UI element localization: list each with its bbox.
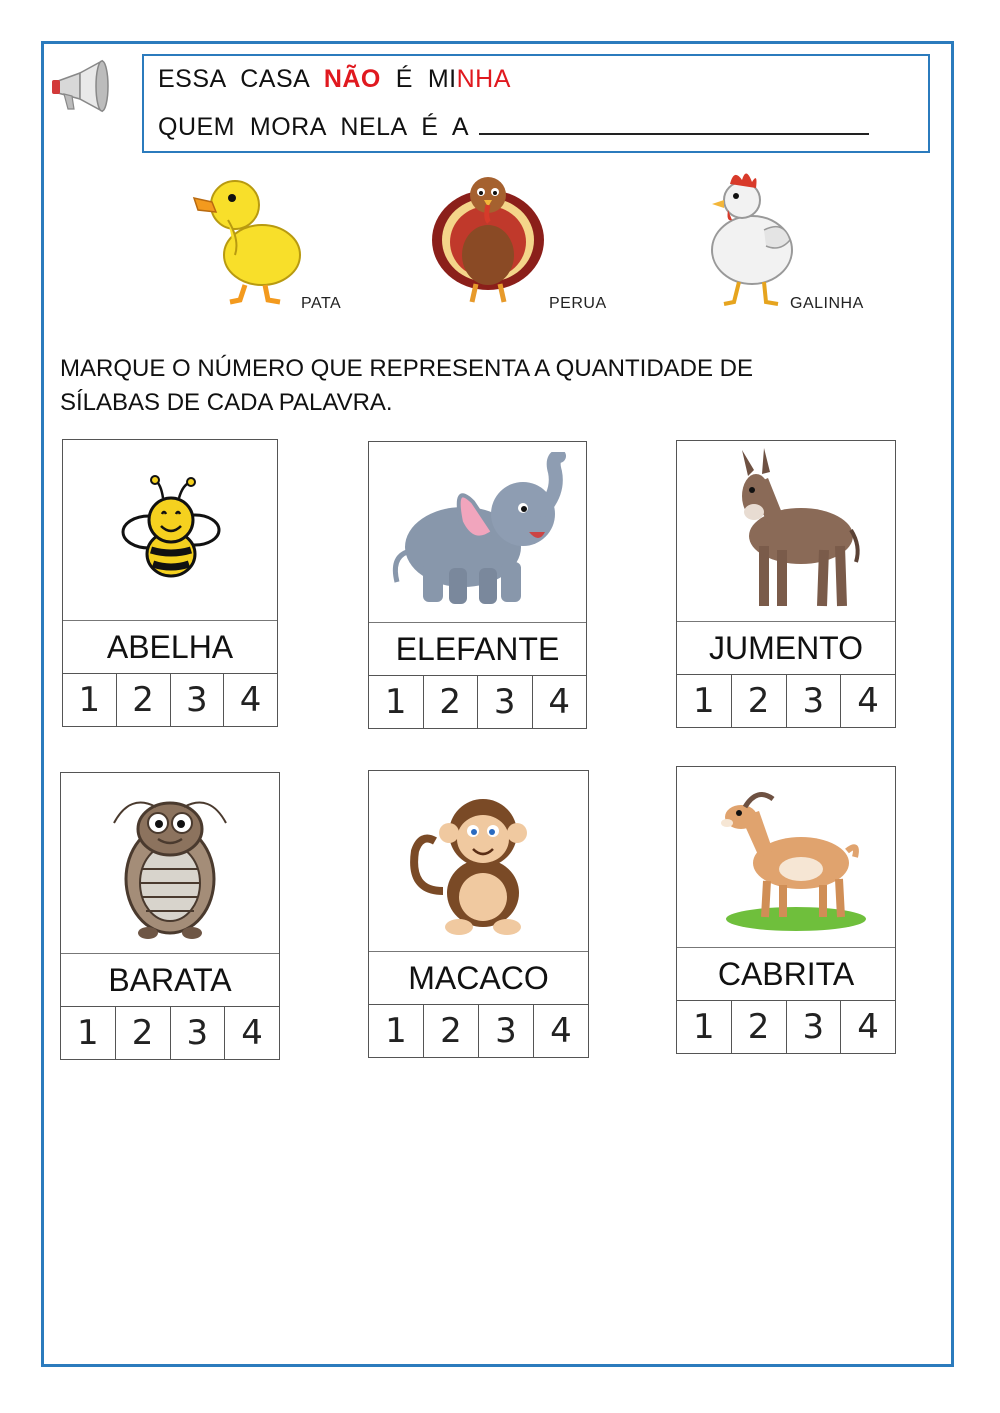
header-box — [142, 54, 930, 153]
hen-icon — [684, 160, 804, 310]
option-4[interactable]: 4 — [239, 680, 262, 720]
option-2[interactable]: 2 — [732, 675, 787, 727]
card-abelha — [62, 439, 278, 727]
card-picture — [677, 767, 895, 948]
instructions-line-2: SÍLABAS DE CADA PALAVRA. — [60, 389, 393, 416]
option-3[interactable]: 3 — [787, 1001, 842, 1053]
option-4[interactable]: 4 — [857, 1007, 879, 1047]
option-1[interactable]: 1 — [63, 674, 117, 726]
option-2[interactable]: 2 — [732, 1001, 787, 1053]
header-text: ESSA CASA — [158, 65, 324, 93]
header-nha-text: NHA — [456, 65, 511, 93]
option-1[interactable]: 1 — [677, 1001, 732, 1053]
header-line-1 — [158, 65, 511, 94]
card-word: ABELHA — [63, 621, 277, 674]
card-picture — [63, 440, 277, 621]
card-picture — [369, 771, 588, 952]
header-text: É MI — [380, 65, 457, 93]
option-1[interactable]: 1 — [369, 676, 424, 728]
option-1[interactable]: 1 — [369, 1005, 424, 1057]
card-word: ELEFANTE — [369, 623, 586, 676]
card-word: BARATA — [61, 954, 279, 1007]
syllable-options — [677, 1001, 895, 1053]
bird-label-pata: PATA — [301, 295, 342, 312]
syllable-options — [677, 675, 895, 727]
instructions-line-1: MARQUE O NÚMERO QUE REPRESENTA A QUANTIDADE DE — [60, 355, 753, 382]
card-picture — [61, 773, 279, 954]
monkey-icon — [399, 781, 559, 941]
option-4[interactable]: 4 — [548, 682, 571, 722]
syllable-options — [61, 1007, 279, 1059]
option-1[interactable]: 1 — [677, 675, 732, 727]
option-3[interactable]: 3 — [787, 675, 842, 727]
bird-label-galinha: GALINHA — [790, 295, 864, 312]
header-nao-text: NÃO — [323, 65, 381, 93]
header-line-2 — [158, 111, 869, 142]
donkey-icon — [706, 446, 866, 616]
card-cabrita — [676, 766, 896, 1054]
card-word: JUMENTO — [677, 622, 895, 675]
elephant-icon — [383, 452, 573, 612]
card-jumento — [676, 440, 896, 728]
megaphone-icon — [50, 55, 112, 115]
bee-icon — [115, 470, 225, 590]
goat-icon — [701, 777, 871, 937]
option-3[interactable]: 3 — [479, 1005, 534, 1057]
header-question-text: QUEM MORA NELA É A — [158, 113, 470, 141]
option-3[interactable]: 3 — [171, 1007, 226, 1059]
card-elefante — [368, 441, 587, 729]
option-4[interactable]: 4 — [241, 1013, 263, 1053]
card-macaco — [368, 770, 589, 1058]
turkey-icon — [428, 160, 548, 310]
option-4[interactable]: 4 — [857, 681, 879, 721]
option-2[interactable]: 2 — [117, 674, 171, 726]
option-4[interactable]: 4 — [550, 1011, 572, 1051]
card-barata — [60, 772, 280, 1060]
option-2[interactable]: 2 — [424, 676, 479, 728]
syllable-options — [369, 1005, 588, 1057]
answer-blank[interactable] — [479, 111, 869, 135]
syllable-options — [63, 674, 277, 726]
duck-icon — [190, 160, 310, 310]
option-1[interactable]: 1 — [61, 1007, 116, 1059]
option-2[interactable]: 2 — [424, 1005, 479, 1057]
option-3[interactable]: 3 — [478, 676, 533, 728]
syllable-options — [369, 676, 586, 728]
bird-label-perua: PERUA — [549, 295, 607, 312]
cockroach-icon — [100, 783, 240, 943]
card-word: CABRITA — [677, 948, 895, 1001]
instructions — [60, 352, 920, 420]
card-picture — [369, 442, 586, 623]
option-3[interactable]: 3 — [171, 674, 225, 726]
card-word: MACACO — [369, 952, 588, 1005]
option-2[interactable]: 2 — [116, 1007, 171, 1059]
card-picture — [677, 441, 895, 622]
